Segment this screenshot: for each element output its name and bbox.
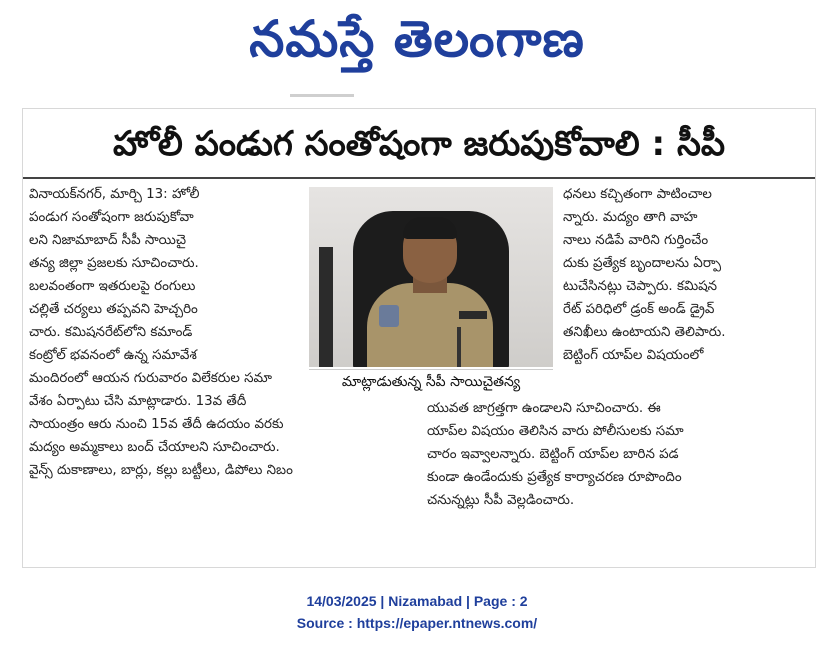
newspaper-logo: నమస్తే తెలంగాణ xyxy=(249,10,585,68)
article-text-line: చారు. కమిషనరేట్‌లోని కమాండ్ xyxy=(29,325,193,340)
masthead-divider xyxy=(290,94,354,97)
article-text-line: బలవంతంగా ఇతరులపై రంగులు xyxy=(29,279,196,294)
article-text-line: చల్లితే చర్యలు తప్పవని హెచ్చరిం xyxy=(29,302,198,317)
photo-microphone xyxy=(457,327,461,367)
article-text-line: యాప్‌ల విషయం తెలిసిన వారు పోలీసులకు సమా xyxy=(427,424,684,439)
article-text-line: వినాయక్‌నగర్, మార్చి 13: హోలీ xyxy=(29,187,200,202)
article-text-line: చనున్నట్లు సీపీ వెల్లడించారు. xyxy=(427,493,575,508)
photo-flag-pole xyxy=(319,247,333,367)
article-text-line: బెట్టింగ్ యాప్‌ల విషయంలో xyxy=(563,348,704,363)
article-column-left xyxy=(29,183,293,482)
article-headline: హోలీ పండుగ సంతోషంగా జరుపుకోవాలి : సీపీ xyxy=(112,124,726,164)
article-text-line: నాలు నడిపే వారిని గుర్తించేం xyxy=(563,233,709,248)
article-text-line: చారం ఇవ్వాలన్నారు. బెట్టింగ్ యాప్‌ల బారిన పడ xyxy=(427,447,679,462)
footer-date-edition: 14/03/2025 | Nizamabad | Page : 2 xyxy=(306,593,528,609)
photo-hair xyxy=(403,217,457,239)
article-text-line: వేశం ఏర్పాటు చేసి మాట్లాడారు. 13వ తేదీ xyxy=(29,394,247,409)
headline-divider xyxy=(23,177,815,179)
article-photo xyxy=(309,187,553,367)
article-text-line: పండుగ సంతోషంగా జరుపుకోవా xyxy=(29,210,194,225)
article-column-right xyxy=(563,183,809,367)
photo-caption: మాట్లాడుతున్న సీపీ సాయిచైతన్య xyxy=(309,369,553,394)
article-text-line: న్నారు. మద్యం తాగి వాహ xyxy=(563,210,698,225)
article-text-line: టుచేసినట్లు చెప్పారు. కమిషన xyxy=(563,279,718,294)
article-text-line: యువత జాగ్రత్తగా ఉండాలని సూచించారు. ఈ xyxy=(427,401,661,416)
article-text-line: వైన్స్ దుకాణాలు, బార్లు, కల్లు బట్టీలు, డిపోలు నిబం xyxy=(29,463,293,478)
photo-nametag xyxy=(459,311,487,319)
article-text-line: కంట్రోల్ భవనంలో ఉన్న సమావేశ xyxy=(29,348,197,363)
article-text-line: మద్యం అమ్మకాలు బంద్ చేయాలని సూచించారు. xyxy=(29,440,280,455)
article-text-line: లని నిజామాబాద్ సీపీ సాయిచై xyxy=(29,233,187,248)
news-clipping xyxy=(22,108,816,568)
article-column-bottom xyxy=(427,397,815,512)
footer-source: Source : https://epaper.ntnews.com/ xyxy=(296,615,538,631)
masthead xyxy=(0,0,834,80)
photo-shoulder-badge xyxy=(379,305,399,327)
article-text-line: తన్య జిల్లా ప్రజలకు సూచించారు. xyxy=(29,256,199,271)
article-text-line: సాయంత్రం ఆరు నుంచి 15వ తేదీ ఉదయం వరకు xyxy=(29,417,284,432)
article-text-line: ధనలు కచ్చితంగా పాటించాల xyxy=(563,187,712,202)
page-footer xyxy=(0,590,834,634)
article-text-line: దుకు ప్రత్యేక బృందాలను ఏర్పా xyxy=(563,256,722,271)
article-text-line: కుండా ఉండేందుకు ప్రత్యేక కార్యాచరణ రూపొందిం xyxy=(427,470,682,485)
article-text-line: మందిరంలో ఆయన గురువారం విలేకరుల సమా xyxy=(29,371,272,386)
article-text-line: తనిఖీలు ఉంటాయని తెలిపారు. xyxy=(563,325,726,340)
article-text-line: రేట్ పరిధిలో డ్రంక్ అండ్ డ్రైవ్ xyxy=(563,302,715,317)
